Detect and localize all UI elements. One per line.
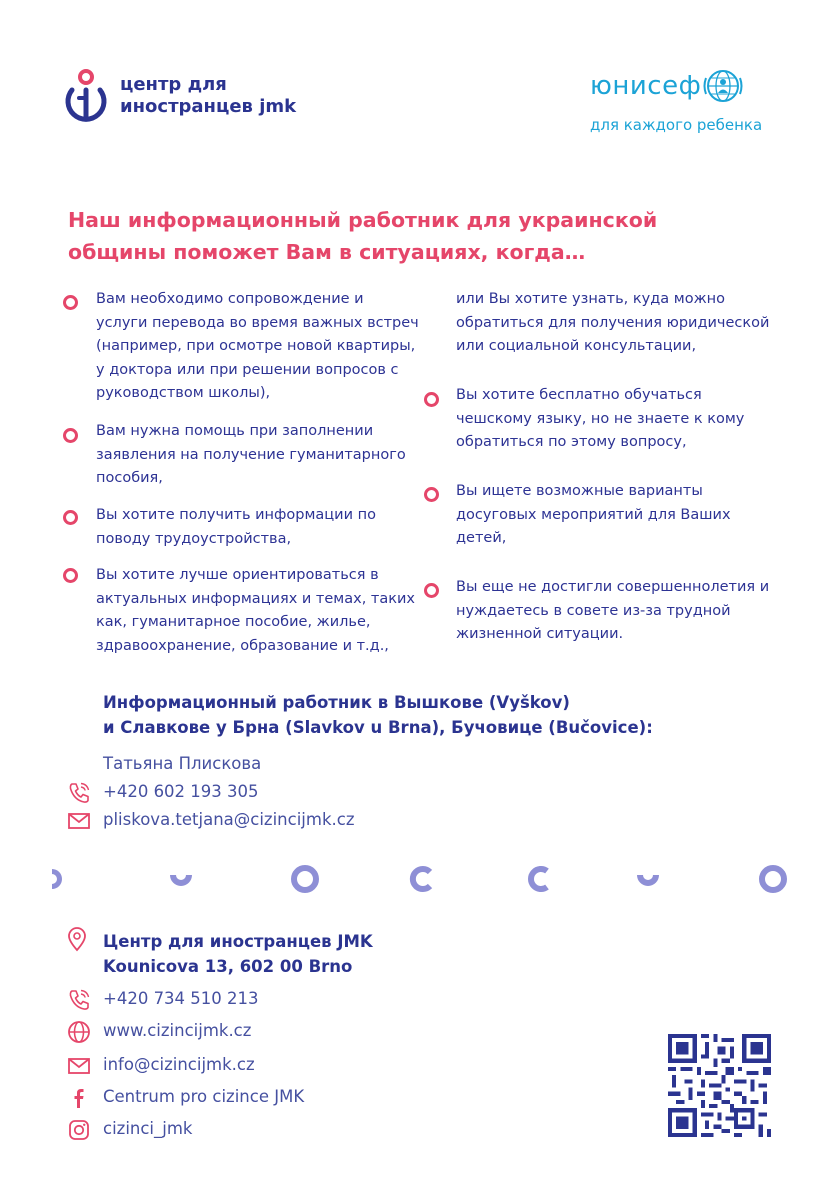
worker-phone[interactable]: +420 602 193 305 (103, 782, 259, 801)
centre-facebook[interactable]: Centrum pro cizince JMK (103, 1087, 305, 1106)
centre-instagram[interactable]: cizinci_jmk (103, 1119, 193, 1138)
bullet-dot (424, 583, 439, 598)
instagram-icon (66, 1117, 92, 1143)
mail-icon (66, 1053, 92, 1079)
bullet-dot (63, 295, 78, 310)
centre-name: Центр для иностранцев JMK (103, 932, 373, 951)
centre-website[interactable]: www.cizincijmk.cz (103, 1021, 252, 1040)
deco-arc (413, 869, 430, 889)
worker-title: Информационный работник в Вышкове (Vyškov) и Славкове у Брна (Slavkov u Brna), Бучовице (Bučovice): (103, 693, 653, 737)
bullet-dot (63, 568, 78, 583)
situation-item-continuation: или Вы хотите узнать, куда можно обратиться для получения юридической или социальной консультации, (456, 291, 770, 354)
deco-ring (762, 868, 784, 890)
worker-email[interactable]: pliskova.tetjana@cizincijmk.cz (103, 810, 355, 829)
decorative-divider (0, 860, 839, 900)
unicef-tagline: для каждого ребенка (590, 116, 763, 134)
phone-icon (66, 987, 92, 1013)
facebook-icon (66, 1085, 92, 1111)
deco-half-circle (637, 875, 659, 886)
centre-phone[interactable]: +420 734 510 213 (103, 989, 259, 1008)
centre-logo-line1: центр для (120, 74, 227, 95)
mail-icon (66, 808, 92, 834)
situation-item: Вам необходимо сопровождение и услуги перевода во время важных встреч (например, при осмотре новой квартиры, у доктора или при решении вопросов с руководством школы), (96, 291, 419, 401)
deco-arc (531, 869, 547, 889)
qr-code[interactable] (668, 1034, 771, 1137)
centre-email[interactable]: info@cizincijmk.cz (103, 1055, 255, 1074)
situation-item: Вы хотите лучше ориентироваться в актуальных информациях и темах, таких как, гуманитарное пособие, жилье, здравоохранение, образование и т.д., (96, 567, 416, 654)
deco-ring (294, 868, 316, 890)
bullet-dot (424, 487, 439, 502)
centre-address (103, 929, 373, 979)
worker-name: Татьяна Плискова (103, 754, 262, 773)
headline (68, 204, 788, 268)
headline-line1: Наш информационный работник для украинской (68, 208, 658, 232)
situation-item: Вы хотите получить информации по поводу трудоустройства, (96, 507, 376, 547)
deco-half-circle (170, 875, 192, 886)
centre-logo-line2: иностранцев jmk (120, 96, 297, 117)
deco-half-circle (52, 869, 62, 889)
centre-street: Kounicova 13, 602 00 Brno (103, 957, 353, 976)
situation-item: Вы еще не достигли совершеннолетия и нуждаетесь в совете из-за трудной жизненной ситуации. (456, 579, 770, 642)
bullet-dot (63, 428, 78, 443)
unicef-emblem-icon (703, 66, 743, 106)
centre-logo-mark-icon (62, 68, 110, 124)
location-pin-icon (64, 926, 90, 952)
situation-item: Вам нужна помощь при заполнении заявления на получение гуманитарного пособия, (96, 423, 406, 486)
bullet-dot (63, 510, 78, 525)
globe-icon (66, 1019, 92, 1045)
unicef-logo (590, 66, 780, 134)
bullet-dot (424, 392, 439, 407)
centre-logo (62, 68, 296, 124)
situation-item: Вы хотите бесплатно обучаться чешскому языку, но не знаете к кому обратиться по этому вопросу, (456, 387, 745, 450)
situation-item: Вы ищете возможные варианты досуговых мероприятий для Ваших детей, (456, 483, 731, 546)
unicef-wordmark: юнисеф (590, 71, 702, 101)
phone-icon (66, 780, 92, 806)
headline-line2: общины поможет Вам в ситуациях, когда… (68, 240, 586, 264)
